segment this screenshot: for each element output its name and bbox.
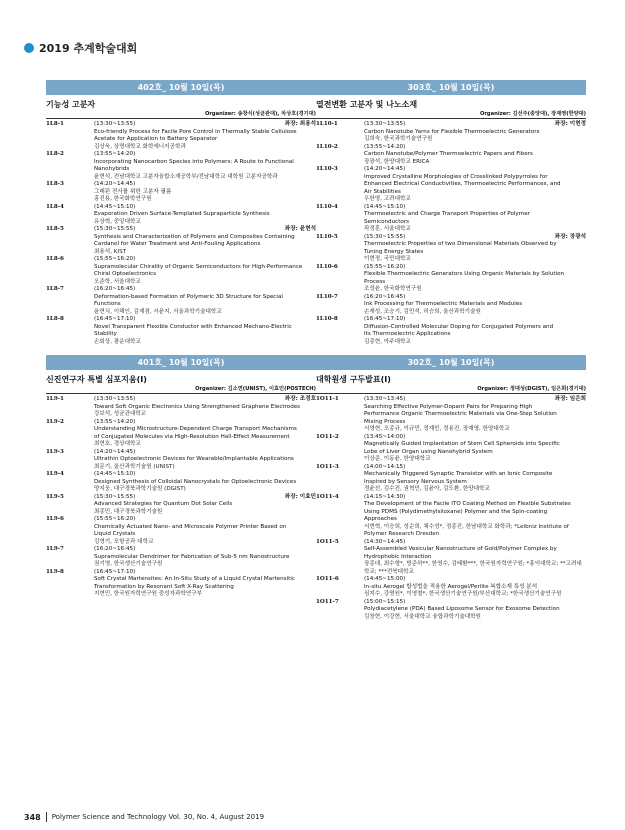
entry-code: 1L9-8 [46,568,64,575]
entry-time-line [94,396,316,404]
entry-title-line: Thermoelectric Properties of two Dimensional Materials Observed by [364,241,557,247]
entry-title-line: Performance Organic Thermoelectric Materials via One-Step Solution [364,411,557,417]
program-entry [46,419,316,449]
left-column [46,80,316,599]
entry-code: 1L8-8 [46,316,64,322]
entry-body [364,539,586,577]
session-organizer: Organizer: 김선주(중앙대), 장재영(한양대) [316,110,586,119]
entry-body [364,576,586,599]
entry-authors: 김영기, 포항공과 대학교 [94,538,154,545]
entry-time-line [94,516,316,524]
entry-body [94,256,316,286]
entry-time-line [94,181,316,189]
entry-title-line: Toward Soft Organic Electronics Using Strengthened Graphene Electrodes [94,403,301,410]
session-title: 대학원생 구두발표(I) [316,375,391,384]
entry-code: 1L9-6 [46,516,64,522]
entry-code: 1L10-7 [316,293,338,300]
bullet-dot-icon [24,43,34,53]
entry-body [94,121,316,151]
session-chair: 좌장: 장광석 [554,233,586,240]
entry-body [94,419,316,449]
entry-time: (16:45~17:10) [364,316,406,322]
conference-title: 2019 추계학술대회 [39,42,138,55]
entry-title-line: Soft Crystal Martensites: An In-Situ Study of a Liquid Crystal Martensitic [94,576,295,582]
entry-title-line: Eco-friendly Process for Facile Pore Control in Thermally Stable Cellulose [94,128,297,135]
entry-time: (13:55~14:20) [94,418,136,425]
entry-time-line [94,256,316,264]
entry-body [364,166,586,204]
entry-body [94,471,316,494]
entry-authors: 조성윤, 한국화학연구원 [364,286,422,292]
entry-title-line: The Development of the Facile ITO Coating Method on Flexible Substrates [364,501,571,507]
entry-title-line: Air Stabilities [364,188,401,195]
session-room-bar: 302호_ 10월 10일(목) [316,355,586,370]
entry-title-line: Magnetically Guided Implantation of Stem Cell Spheroids into Specific [364,441,560,447]
entry-title-line: Diffusion-Controlled Molecular Doping for Conjugated Polymers and [364,323,554,330]
entry-code: 1L10-4 [316,203,338,210]
page-header [24,40,137,56]
program-entry [46,226,316,256]
entry-time-line [94,121,316,129]
entry-authors: 권기영, 한국생산기술연구원 [94,561,163,567]
program-entry [46,181,316,204]
entry-title-line: Chemically Actuated Nano- and Microscale Polymer Printer Based on [94,523,287,530]
entry-time-line [94,546,316,554]
entry-body [364,396,586,434]
entry-body [364,434,586,464]
entry-code: 1L9-2 [46,418,64,425]
session-title: 기능성 고분자 [46,100,96,109]
entry-time-line [94,316,316,324]
entry-title-line: Understanding Microstructure-Dependent Charge Transport Mechanisms [94,426,297,432]
entry-body [94,396,316,419]
entry-authors: 심지수, 강명원*, 이영철*, 한국생산기술연구원/부산대학교; *한국생산기술연구원 [364,591,562,597]
entry-time-line [364,464,586,472]
entry-authors: 이현정, 국민대학교 [364,256,411,262]
entry-time-line [364,294,586,302]
entry-time: (13:45~14:00) [364,433,406,440]
entry-body [94,546,316,569]
program-entry [46,569,316,599]
program-entry [316,294,586,317]
page-number: 348 [24,812,41,822]
program-entry [46,151,316,181]
entry-authors: 우한영, 고려대학교 [364,196,411,202]
entry-authors: 이상준, 이동윤, 한양대학교 [364,456,431,462]
entry-authors: 윤현식, 이해인, 김재겸, 서윤지, 서울과학기술대학교 [94,308,222,315]
entry-code: 1L10-6 [316,263,338,270]
entry-body [364,234,586,264]
entry-title-line: Liquid Crystals [94,531,136,537]
entry-title-line: Its Thermoelectric Applications [364,331,451,337]
entry-code: 1L8-4 [46,203,64,210]
entry-time: (15:00~15:15) [364,598,406,605]
session-room-bar: 401호_ 10월 10일(목) [46,355,316,370]
entry-title-line: Advanced Strategies for Quantum Dot Solar Cells [94,501,233,507]
entry-authors: 김상욱, 상명대학교 화학에너지공학과 [94,143,186,150]
entry-time: (15:30~15:55) [94,226,136,232]
program-entry [316,396,586,434]
entry-code: 1O11-5 [316,538,339,545]
entry-body [94,151,316,181]
entry-code: 1L8-7 [46,286,64,292]
entry-title-line: Lobe of Liver Organ using Nanohybrid System [364,448,493,455]
page-footer [24,812,264,822]
entry-code: 1L10-3 [316,166,338,172]
entry-title-line: Inspired by Sensory Nervous System [364,478,467,485]
entry-code: 1L9-4 [46,471,64,477]
program-entry [46,256,316,286]
session-organizer: Organizer: 김소연(UNIST), 이효민(POSTECH) [46,385,316,394]
entry-code: 1L9-7 [46,546,64,552]
entry-time-line [94,494,316,502]
program-entry [46,204,316,227]
entry-code: 1O11-6 [316,576,339,582]
entry-code: 1L8-2 [46,151,64,157]
entry-code: 1L8-3 [46,181,64,187]
entry-title-line: Designed Synthesis of Colloidal Nanocrystals for Optoelectronic Devices [94,478,297,485]
program-entry [316,264,586,294]
entry-code: 1O11-2 [316,433,339,440]
entry-body [364,294,586,317]
entry-title-line: of Conjugated Molecules via High-Resolution Hall-Effect Measurement [94,433,290,440]
entry-time-line [364,144,586,152]
entry-title-line: Polydiacetylene (PDA) Based Liposome Sensor for Exosome Detection [364,606,560,612]
entry-title-line: Mixing Process [364,418,406,425]
journal-info: Polymer Science and Technology Vol. 30, No. 4, August 2019 [51,813,265,821]
session-chair: 좌장: 이현정 [554,121,586,127]
entry-time: (14:00~14:15) [364,463,406,470]
entry-title-line: Ink Processing for Thermoelectric Materials and Modules [364,301,523,307]
program-entry [316,494,586,539]
entry-body [94,181,316,204]
entry-title-line: Chiral Optoelectronics [94,271,157,277]
entry-time: (16:45~17:10) [94,568,136,575]
entry-time: (14:20~14:45) [364,166,406,172]
entry-title-line: Thermoelectric and Charge Transport Properties of Polymer [364,211,530,217]
section-gap [46,346,316,355]
entry-authors: 오준학, 서울대학교 [94,278,141,285]
entry-time: (13:30~13:55) [94,396,136,402]
entry-time: (13:30~13:55) [364,121,406,127]
entry-time: (15:30~15:55) [364,233,406,240]
entry-authors: 손재성, 조승기, 김민석, 허승희, 울산과학기술원 [364,308,481,315]
entry-title-line: Cardanol for Water Treatment and Anti-Fouling Applications [94,241,261,247]
entry-time-line [364,576,586,584]
entry-code: 1O11-7 [316,598,339,605]
entry-time-line [94,226,316,234]
entry-time: (14:45~15:10) [94,471,136,477]
entry-time: (14:30~14:45) [364,538,406,545]
entry-time: (14:45~15:10) [94,203,136,210]
entry-time-line [364,494,586,502]
program-entry [316,204,586,234]
program-entry [46,546,316,569]
program-entry [316,434,586,464]
entry-authors: 유상혁, 중앙대학교 [94,218,141,225]
program-entry [316,576,586,599]
entry-code: 1L8-6 [46,256,64,262]
entry-time-line [364,234,586,242]
entry-authors: 최현호, 경상대학교 [94,441,141,447]
program-entry [46,449,316,472]
entry-authors: 최종민, 대구경북과학기술원 [94,508,163,515]
session-chair: 좌장: 이효민 [284,493,316,500]
entry-title-line: Carbon Nanotube/Polymer Thermoelectric Papers and Fibers [364,151,533,157]
entry-title-line: Transformation by Resonant Soft X-Ray Scattering [94,583,234,590]
footer-divider [46,812,47,822]
entry-time-line [364,264,586,272]
entry-time: (16:20~16:45) [94,286,136,292]
entry-body [364,121,586,144]
entry-title-line: Acetate for Application to Battery Separator [94,136,218,142]
entry-time: (14:20~14:45) [94,181,136,187]
program-entry [46,471,316,494]
entry-code: 1L9-5 [46,493,64,500]
entry-title-line: Searching Effective Polymer-Dopant Pairs for Preparing High [364,403,533,410]
program-entry [316,121,586,144]
program-entry [46,396,316,419]
entry-title-line: Semiconductors [364,218,410,225]
entry-code: 1O11-3 [316,463,339,470]
entry-time-line [364,121,586,129]
entry-code: 1O11-1 [316,396,339,402]
entry-time-line [364,316,586,324]
session-room-bar: 303호_ 10월 10일(목) [316,80,586,95]
program-entry [46,121,316,151]
entry-authors: 장광석, 한양대학교 ERICA [364,158,430,165]
entry-body [94,569,316,599]
entry-time: (15:55~16:20) [94,516,136,522]
entry-code: 1L9-1 [46,396,64,402]
entry-body [364,464,586,494]
entry-authors: 서영현, 오종규, 이규민, 정재민, 정용진, 장재영, 한양대학교 [364,426,510,432]
session-chair: 좌장: 최용석 [284,121,316,127]
entry-time-line [364,166,586,174]
entry-title-line: Supramolecular Dendrimer for Fabrication of Sub-5 nm Nanostructure [94,553,290,560]
program-entry [316,599,586,622]
session-room-bar: 402호_ 10월 10일(목) [46,80,316,95]
entry-time-line [364,434,586,442]
entry-authors: 최문기, 울산과학기술원 (UNIST) [94,463,175,470]
entry-body [364,599,586,622]
entry-time-line [94,471,316,479]
entry-authors: 정윤선, 김수진, 권혁민, 김윤아, 김도환, 한양대학교 [364,486,490,492]
entry-title-line: Nanohybrids [94,166,130,172]
entry-time-line [94,449,316,457]
entry-body [94,516,316,546]
entry-time-line [364,599,586,607]
entry-body [364,144,586,167]
session-chair: 좌장: 윤현석 [284,226,316,232]
entry-title-line: Mechanically Triggered Synaptic Transistor with an Ionic Composite [364,471,553,477]
entry-title-line: Functions [94,301,121,307]
entry-title-line: Carbon Nanotube Yarns for Flexible Thermoelectric Generators [364,128,540,135]
entry-authors: 김창현, 이강현, 서울대학교 융합과학기술대학원 [364,613,481,620]
session-chair: 좌장: 임은희 [554,396,586,402]
entry-time-line [94,569,316,577]
entry-title-line: Supramolecular Chirality of Organic Semiconductors for High-Performance [94,263,303,270]
entry-body [364,494,586,539]
session-title: 열전변환 고분자 및 나노소재 [316,100,418,109]
entry-body [364,204,586,234]
entry-authors: 지현민, 한국원자력연구원 중성자과학연구부 [94,591,203,597]
entry-time-line [94,419,316,427]
entry-title-line: Evaporation Driven Surface-Templated Supraparticle Synthesis [94,211,270,217]
entry-title-line: Synthesis and Characterization of Polymers and Composites Containing [94,233,295,240]
program-entry [46,286,316,316]
entry-title-line: Ultrathin Optoelectronic Devices for Wearable/Implantable Applications [94,456,294,462]
entry-authors: 양지웅, 대구경북과학기술원 (DGIST) [94,486,186,492]
entry-title-line: 그래핀 전사를 위한 고분자 필름 [94,188,172,195]
entry-body [94,226,316,256]
entry-code: 1L9-3 [46,448,64,455]
entry-authors: 김희숙, 한국과학기술연구원 [364,136,433,142]
entry-title-line: Self-Assembled Vesicular Nanostructure of Gold/Polymer Complex by [364,546,557,552]
entry-title-line: Using PDMS (Polydimethylsiloxane) Polymer and the Spin-coating [364,508,548,515]
program-entry [316,166,586,204]
entry-time: (15:30~15:55) [94,493,136,500]
entry-time: (13:55~14:20) [364,143,406,150]
section-gap [316,346,586,355]
entry-time-line [94,204,316,212]
entry-title-line: Process [364,278,386,285]
entry-time: (16:20~16:45) [364,293,406,300]
entry-time: (16:45~17:10) [94,316,136,322]
program-entry [316,144,586,167]
program-entry [46,494,316,517]
entry-time: (13:30~13:55) [94,121,136,127]
entry-authors: 손회상, 광운대학교 [94,338,141,345]
entry-time: (14:15~14:30) [364,493,406,500]
entry-code: 1L10-2 [316,143,338,150]
entry-code: 1L8-1 [46,121,64,127]
entry-code: 1L8-5 [46,226,64,232]
entry-body [94,204,316,227]
entry-time: (15:55~16:20) [94,256,136,262]
program-entry [316,539,586,577]
entry-authors: 장종대, 최수형*, 방준하**, 한영수, 김태환***, 한국원자력연구원; *홍익대학교; **고려대학교; ***전북대학교 [364,561,582,575]
entry-title-line: Improved Crystalline Morphologies of Crosslinked Polypyrroles for [364,173,548,180]
entry-title-line: Flexible Thermoelectric Generators Using Organic Materials by Solution [364,271,565,277]
entry-authors: 윤현석, 전남대학교 고분자융합소재공학부/전남대학교 대학원 고분자공학과 [94,173,278,180]
entry-time: (15:55~16:20) [364,263,406,270]
right-column [316,80,586,621]
program-entry [316,464,586,494]
program-entry [46,516,316,546]
entry-title-line: Hydrophobic Interaction [364,553,432,560]
program-entry [316,234,586,264]
entry-title-line: Incorporating Nanocarbon Species into Polymers: A Route to Functional [94,158,294,165]
entry-title-line: In-situ Aerogel 합성법을 적용한 Aerogel/Perlite 복합소재 특성 분석 [364,583,538,590]
entry-title-line: Enhanced Electrical Conductivities, Thermoelectric Performances, and [364,181,561,187]
session-chair: 좌장: 조정호 [284,396,316,402]
entry-time-line [364,539,586,547]
entry-code: 1O11-4 [316,493,339,500]
entry-body [364,316,586,346]
entry-title-line: Deformation-based Formation of Polymeric 3D Structure for Special [94,293,283,300]
entry-body [364,264,586,294]
entry-title-line: Tuning Energy States [364,248,424,255]
entry-time-line [94,286,316,294]
entry-title-line: Approaches [364,516,397,522]
entry-code: 1L10-1 [316,121,338,127]
entry-time-line [364,204,586,212]
program-entry [46,316,316,346]
session-title: 신진연구자 특별 심포지움(I) [46,375,147,384]
entry-body [94,286,316,316]
entry-authors: 곽정훈, 서울대학교 [364,226,411,232]
entry-authors: 강보석, 성균관대학교 [94,411,147,417]
entry-time: (14:45~15:00) [364,576,406,582]
program-entry [316,316,586,346]
entry-time: (14:20~14:45) [94,448,136,455]
entry-time: (14:45~15:10) [364,203,406,210]
entry-time: (13:30~13:45) [364,396,406,402]
entry-code: 1L10-5 [316,233,338,240]
entry-authors: 김종현, 아주대학교 [364,338,411,345]
entry-body [94,449,316,472]
entry-code: 1L10-8 [316,316,338,322]
entry-time-line [364,396,586,404]
entry-time: (16:20~16:45) [94,546,136,552]
entry-time: (13:55~14:20) [94,151,136,157]
entry-authors: 서현혁, 이승희, 성순희, 채수성*, 정종진, 한남대학교 화학과; *Leibniz Institute of Polymer Research Dresden [364,523,569,537]
session-organizer: Organizer: 송창식(성균관대), 차상호(경기대) [46,110,316,119]
entry-title-line: Novel Transparent Flexible Conductor with Enhanced Mechano-Electric Stability [94,323,292,337]
entry-authors: 최용석, KIST [94,248,127,255]
entry-body [94,316,316,346]
entry-authors: 홍진용, 한국화학연구원 [94,196,152,202]
entry-time-line [94,151,316,159]
session-organizer: Organizer: 정대성(DGIST), 임은희(경기대) [316,385,586,394]
entry-body [94,494,316,517]
